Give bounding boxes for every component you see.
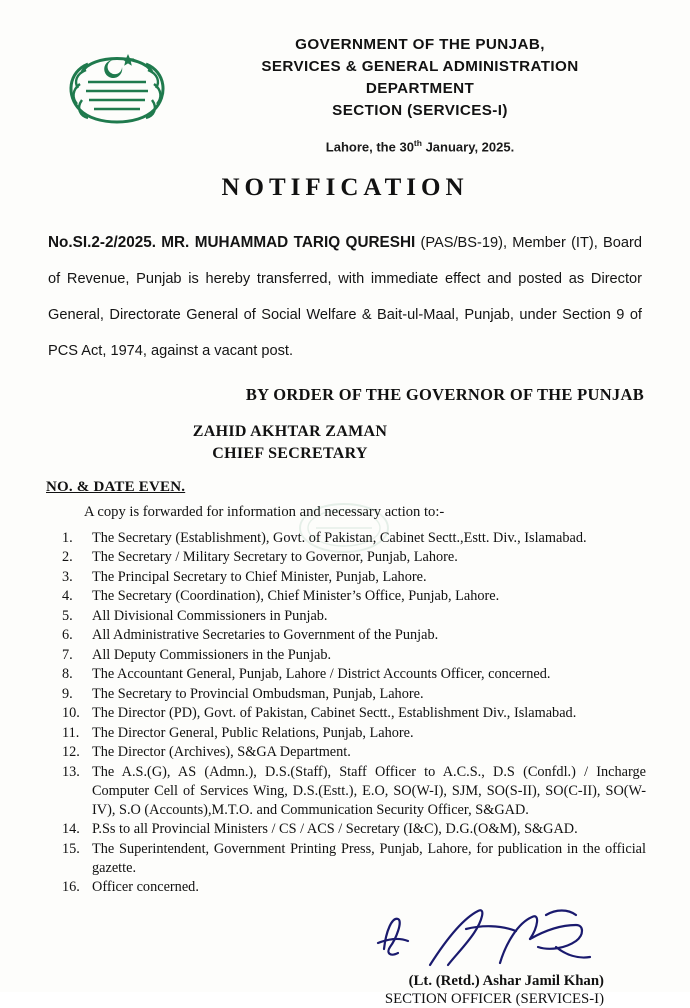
page-title: NOTIFICATION	[221, 174, 469, 202]
place-date-ordinal: th	[413, 138, 422, 149]
list-item	[60, 840, 646, 878]
distribution-list	[60, 529, 646, 898]
place-date-suffix: January, 2025.	[421, 139, 515, 155]
list-item-text: All Administrative Secretaries to Government of the Punjab.	[92, 627, 439, 644]
department-heading	[190, 34, 650, 122]
notification-reference: No.SI.2-2/2025.	[48, 234, 156, 252]
list-item-text: The Director General, Public Relations, Punjab, Lahore.	[92, 724, 414, 741]
place-and-date	[190, 138, 650, 154]
list-item-number: 3.	[62, 568, 73, 585]
list-item-text: The Principal Secretary to Chief Minister, Punjab, Lahore.	[92, 568, 427, 585]
list-item-text: The Secretary (Coordination), Chief Minister’s Office, Punjab, Lahore.	[92, 588, 500, 605]
list-item	[60, 568, 646, 587]
place-date-prefix: Lahore, the 30	[325, 139, 414, 155]
signatory-designation: CHIEF SECRETARY	[212, 445, 368, 463]
list-item-text: All Deputy Commissioners in the Punjab.	[92, 646, 332, 663]
list-item-number: 4.	[62, 588, 73, 605]
list-item	[60, 587, 646, 606]
signatory-name: ZAHID AKHTAR ZAMAN	[192, 423, 388, 441]
punjab-government-crest-icon	[58, 38, 176, 130]
list-item-number: 11.	[62, 724, 80, 741]
list-item-number: 8.	[62, 666, 73, 683]
list-item-number: 14.	[62, 821, 80, 838]
list-item	[60, 724, 646, 743]
document-header	[0, 0, 690, 154]
list-item-number: 5.	[62, 607, 73, 624]
list-item-text: The Secretary / Military Secretary to Governor, Punjab, Lahore.	[92, 549, 458, 566]
notification-paragraph	[48, 224, 642, 369]
list-item	[60, 704, 646, 723]
list-item-text: The Secretary (Establishment), Govt. of Pakistan, Cabinet Sectt.,Estt. Div., Islamabad.	[92, 529, 587, 546]
list-item-number: 15.	[62, 840, 80, 857]
list-item-text: The A.S.(G), AS (Admn.), D.S.(Staff), Staff Officer to A.C.S., D.S (Confdl.) / Incharge Computer Cell of Services Wing, D.S.(Estt.), E.O, SO(W-I), SJM, SO(S-II), SO(C-II), SO(W-IV), S.O (Accounts),M.T.O. and Communication Security Officer, S&GAD.	[92, 763, 646, 818]
list-item-number: 2.	[62, 549, 73, 566]
officer-name: MR. MUHAMMAD TARIQ QURESHI	[161, 234, 416, 252]
list-item-text: The Superintendent, Government Printing Press, Punjab, Lahore, for publication in the official gazette.	[92, 840, 646, 876]
list-item	[60, 665, 646, 684]
heading-line-2: SERVICES & GENERAL ADMINISTRATION	[261, 58, 579, 76]
list-item-number: 6.	[62, 627, 73, 644]
list-item	[60, 743, 646, 762]
section-officer-name: (Lt. (Retd.) Ashar Jamil Khan)	[408, 973, 604, 990]
signatory-block	[0, 421, 580, 464]
list-item-text: Officer concerned.	[92, 879, 199, 896]
by-order-line: BY ORDER OF THE GOVERNOR OF THE PUNJAB	[245, 385, 644, 405]
list-item-text: P.Ss to all Provincial Ministers / CS / ACS / Secretary (I&C), D.G.(O&M), S&GAD.	[92, 821, 578, 838]
list-item	[60, 820, 646, 839]
list-item-text: All Divisional Commissioners in Punjab.	[92, 607, 328, 624]
list-item-number: 9.	[62, 685, 73, 702]
body-block	[48, 224, 642, 369]
watermark-stamp-icon	[296, 500, 392, 556]
list-item	[60, 878, 646, 897]
no-and-date-even-heading: NO. & DATE EVEN.	[46, 478, 186, 495]
list-item-text: The Director (Archives), S&GA Department.	[92, 744, 351, 761]
list-item	[60, 685, 646, 704]
list-item	[60, 607, 646, 626]
list-item-number: 12.	[62, 744, 80, 761]
heading-line-3: DEPARTMENT	[365, 80, 475, 98]
list-item-text: The Accountant General, Punjab, Lahore / District Accounts Officer, concerned.	[92, 666, 551, 683]
list-item	[60, 646, 646, 665]
copy-forwarded-line: A copy is forwarded for information and necessary action to:-	[84, 503, 445, 520]
heading-line-1: GOVERNMENT OF THE PUNJAB,	[295, 36, 545, 53]
list-item-text: The Director (PD), Govt. of Pakistan, Cabinet Sectt., Establishment Div., Islamabad.	[92, 705, 577, 722]
list-item-number: 10.	[62, 705, 80, 722]
list-item-number: 16.	[62, 879, 80, 896]
section-officer-designation: SECTION OFFICER (SERVICES-I)	[384, 991, 604, 1008]
list-item-number: 7.	[62, 646, 73, 663]
list-item-text: The Secretary to Provincial Ombudsman, Punjab, Lahore.	[92, 685, 424, 702]
notification-body-text: (PAS/BS-19), Member (IT), Board of Revenue, Punjab is hereby transferred, with immediate effect and posted as Director General, Directorate General of Social Welfare & Bait-ul-Maal, Punjab, under Section 9 of PCS Act, 1974, against a vacant post.	[48, 235, 643, 359]
list-item	[60, 763, 646, 820]
list-item	[60, 626, 646, 645]
heading-line-4: SECTION (SERVICES-I)	[332, 102, 508, 120]
list-item-number: 1.	[62, 529, 73, 546]
list-item-number: 13.	[62, 763, 80, 780]
handwritten-signature-icon	[370, 903, 610, 977]
signature-area	[0, 907, 690, 1008]
